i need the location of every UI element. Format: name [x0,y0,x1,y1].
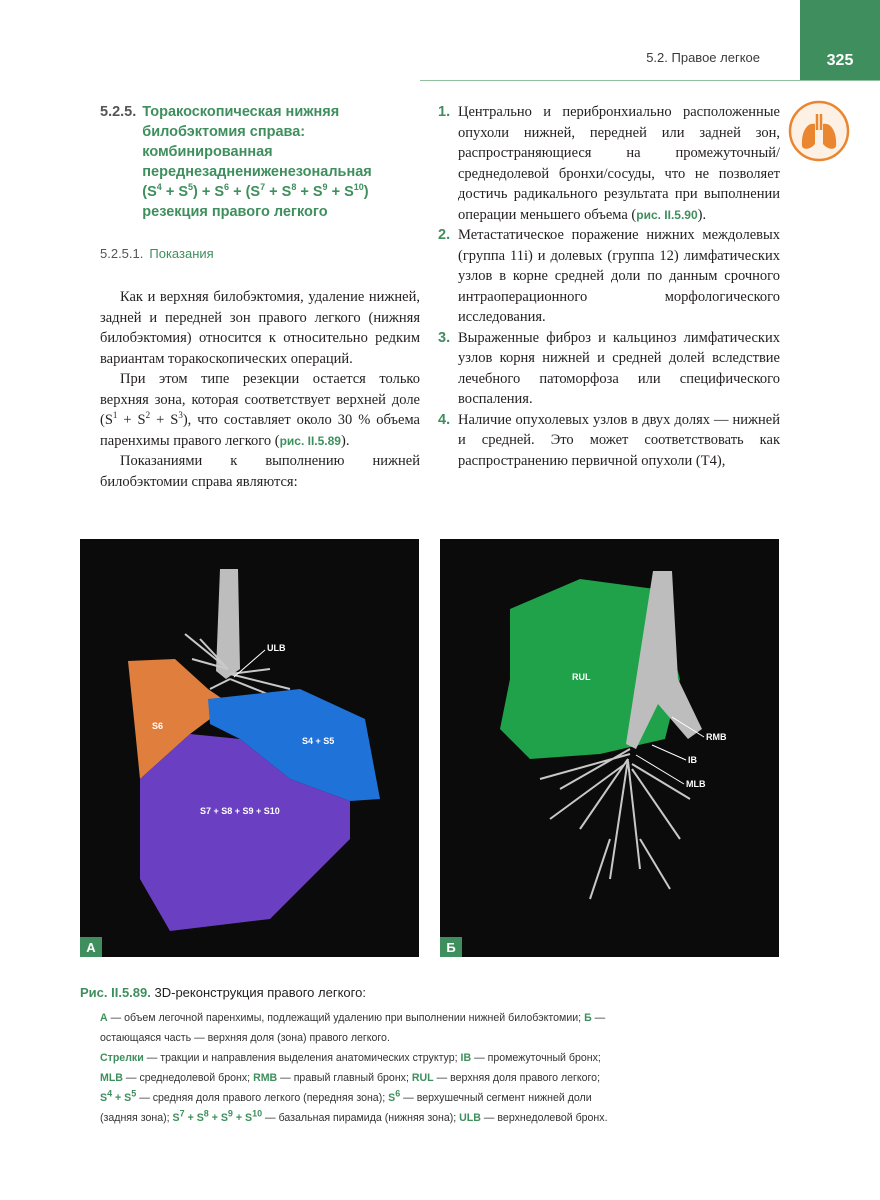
figure-caption [80,985,610,1128]
figure-letter-b: Б [440,937,462,957]
label-rmb: RMB [706,732,727,742]
list-item: 3. Выраженные фиброз и кальциноз лимфатических узлов корня нижней и средней долей вследствие лечебного патоморфоза или специфического воспаления. [438,329,780,407]
section-title-line: билобэктомия справа: [142,124,306,140]
caption-title: Рис. II.5.89. 3D-реконструкция правого легкого: [80,985,366,1000]
caption-line: Стрелки — тракции и направления выделения анатомических структур; IB — промежуточный бронх; MLB — среднедолевой бронх; RMB — правый главный бронх; RUL — верхняя доля правого легкого; $S^4 + S^5$ — средняя доля правого легкого (передняя зона); $S^6$ — верхушечный сегмент нижней доли (задняя зона); $S^7 + S^8 + S^9 + S^{10}$ — базальная пирамида (нижняя зона); ULB — верхнедолевой бронх. [100,1052,608,1124]
list-item: 2. Метастатическое поражение нижних междолевых (группа 11i) и долевых (группа 12) лимфатических узлов в корне средней доли по данным срочного интраоперационного морфологического исследования. [438,227,780,325]
section-title-line: комбинированная [142,144,273,160]
section-title-line: резекция правого легкого [142,204,328,220]
section-title-line: Торакоскопическая нижняя [142,104,340,120]
caption-line: А — объем легочной паренхимы, подлежащий удалению при выполнении нижней билобэктомии; Б — остающаяся часть — верхняя доля (зона) правого легкого. [100,1012,606,1044]
label-rul: RUL [572,672,591,682]
page-number: 325 [800,0,880,80]
section-title-line: переднезаднениженезональная [142,164,372,180]
label-s7-s10: S7 + S8 + S9 + S10 [200,806,280,816]
lung-reconstruction-b [440,539,779,957]
body-paragraph: Как и верхняя билобэктомия, удаление нижней, задней и передней зон правого легкого (нижняя билобэктомия) относится к относительно редким вариантам торакоскопических операций. [100,289,420,367]
section-title-formula: $(S^4 + S^5) + S^6 + (S^7 + S^8 + S^9 + S^{10})$ [142,182,369,200]
figure-panel-a [80,539,419,957]
label-mlb: MLB [686,779,706,789]
running-header-section: 5.2. Правое легкое [646,50,760,65]
subsection-number: 5.2.5.1. [100,246,144,261]
right-column [438,102,780,471]
list-item: 1. Центрально и перибронхиально расположенные опухоли нижней, передней или задней зон, распространяющиеся на промежуточный/среднедолевой бронхи/сосуды, что не позволяет достичь радикального результата при выполнении операции меньшего объема (рис. II.5.90). [438,104,780,223]
body-paragraph: Показаниями к выполнению нижней билобэктомии справа являются: [100,453,420,490]
subsection-title: Показания [149,246,214,261]
section-number: 5.2.5. [100,104,137,120]
left-column [100,102,420,492]
figure-panel-b [440,539,779,957]
label-ib: IB [688,755,697,765]
section-title [142,102,371,222]
header-rule [420,80,880,81]
subsection-heading [100,246,420,261]
section-heading [100,102,420,222]
label-s6: S6 [152,721,164,731]
list-item: 4. Наличие опухолевых узлов в двух долях — нижней и средней. Это может соответствовать как распространению первичной опухоли (T4), [438,411,780,469]
label-ulb: ULB [267,643,286,653]
figure-letter-a: А [80,937,102,957]
figure-reference-link[interactable]: рис. II.5.90 [636,207,698,222]
figure-reference-link[interactable]: рис. II.5.89 [279,433,341,448]
caption-body [80,1008,610,1128]
lungs-icon [788,100,850,162]
label-s4-s5: S4 + S5 [302,736,335,746]
body-paragraph: При этом типе резекции остается только верхняя зона, которая соответствует верхней доле $(S^1 + S^2 + S^3)$, что составляет около 30 % объема паренхимы правого легкого (рис. II.5.89). [100,371,420,449]
lung-reconstruction-a [80,539,419,957]
